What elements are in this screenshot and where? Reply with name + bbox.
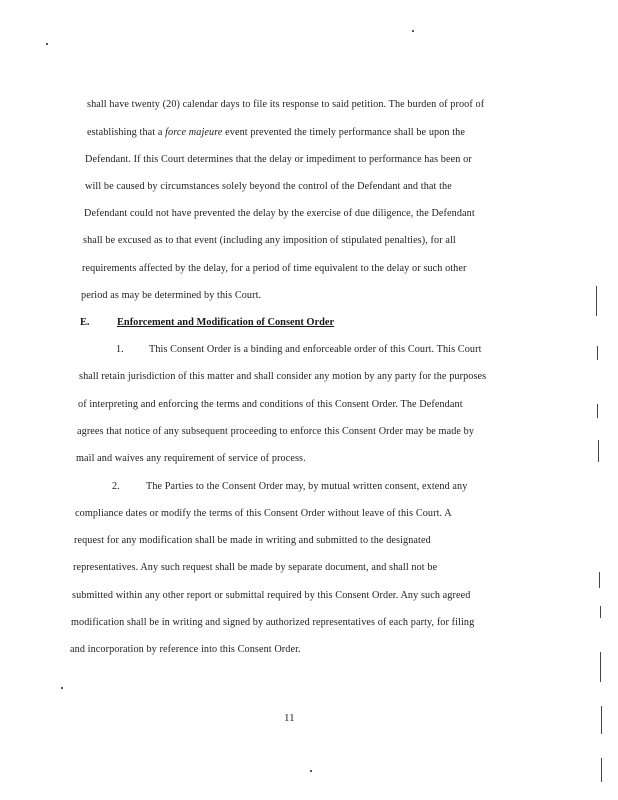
scan-artifact [597, 346, 598, 360]
body-line: shall have twenty (20) calendar days to file its response to said petition. The burden of proof of [87, 99, 485, 110]
body-line: shall be excused as to that event (including any imposition of stipulated penalties), for all [83, 235, 456, 246]
scan-artifact [599, 572, 600, 588]
body-line: establishing that a force majeure event prevented the timely performance shall be upon the [87, 127, 465, 138]
body-line: requirements affected by the delay, for a period of time equivalent to the delay or such other [82, 263, 467, 274]
body-line: shall retain jurisdiction of this matter and shall consider any motion by any party for the purposes [79, 371, 487, 382]
scan-artifact [601, 706, 602, 734]
scan-artifact [601, 758, 602, 782]
paragraph-number: 1. [116, 344, 124, 355]
scan-artifact [596, 286, 597, 316]
scan-artifact [600, 606, 601, 618]
page-number: 11 [284, 712, 295, 724]
scan-speck [61, 687, 63, 689]
body-line: agrees that notice of any subsequent proceeding to enforce this Consent Order may be made by [77, 426, 475, 437]
paragraph-number: 2. [112, 481, 120, 492]
body-line: mail and waives any requirement of service of process. [76, 453, 306, 464]
scan-artifact [598, 440, 599, 462]
scan-speck [46, 43, 48, 45]
scan-artifact [597, 404, 598, 418]
body-line: will be caused by circumstances solely beyond the control of the Defendant and that the [85, 181, 452, 192]
body-line: modification shall be in writing and signed by authorized representatives of each party, for filing [71, 617, 475, 628]
body-line: The Parties to the Consent Order may, by mutual written consent, extend any [146, 481, 468, 492]
scan-speck [310, 770, 312, 772]
emphasis-term: force majeure [165, 127, 223, 138]
section-label: E. [80, 317, 90, 328]
body-line: of interpreting and enforcing the terms and conditions of this Consent Order. The Defendant [78, 399, 463, 410]
body-line: representatives. Any such request shall be made by separate document, and shall not be [73, 562, 438, 573]
scan-artifact [600, 652, 601, 682]
body-line: submitted within any other report or submittal required by this Consent Order. Any such agreed [72, 590, 471, 601]
body-line: and incorporation by reference into this Consent Order. [70, 644, 301, 655]
body-line: compliance dates or modify the terms of this Consent Order without leave of this Court. A [75, 508, 452, 519]
scan-speck [412, 30, 414, 32]
body-line: period as may be determined by this Court. [81, 290, 262, 301]
body-line: Defendant. If this Court determines that the delay or impediment to performance has been or [85, 154, 472, 165]
body-line: This Consent Order is a binding and enforceable order of this Court. This Court [149, 344, 482, 355]
section-title: Enforcement and Modification of Consent Order [117, 317, 335, 328]
body-line: request for any modification shall be made in writing and submitted to the designated [74, 535, 431, 546]
body-line: Defendant could not have prevented the delay by the exercise of due diligence, the Defendant [84, 208, 475, 219]
